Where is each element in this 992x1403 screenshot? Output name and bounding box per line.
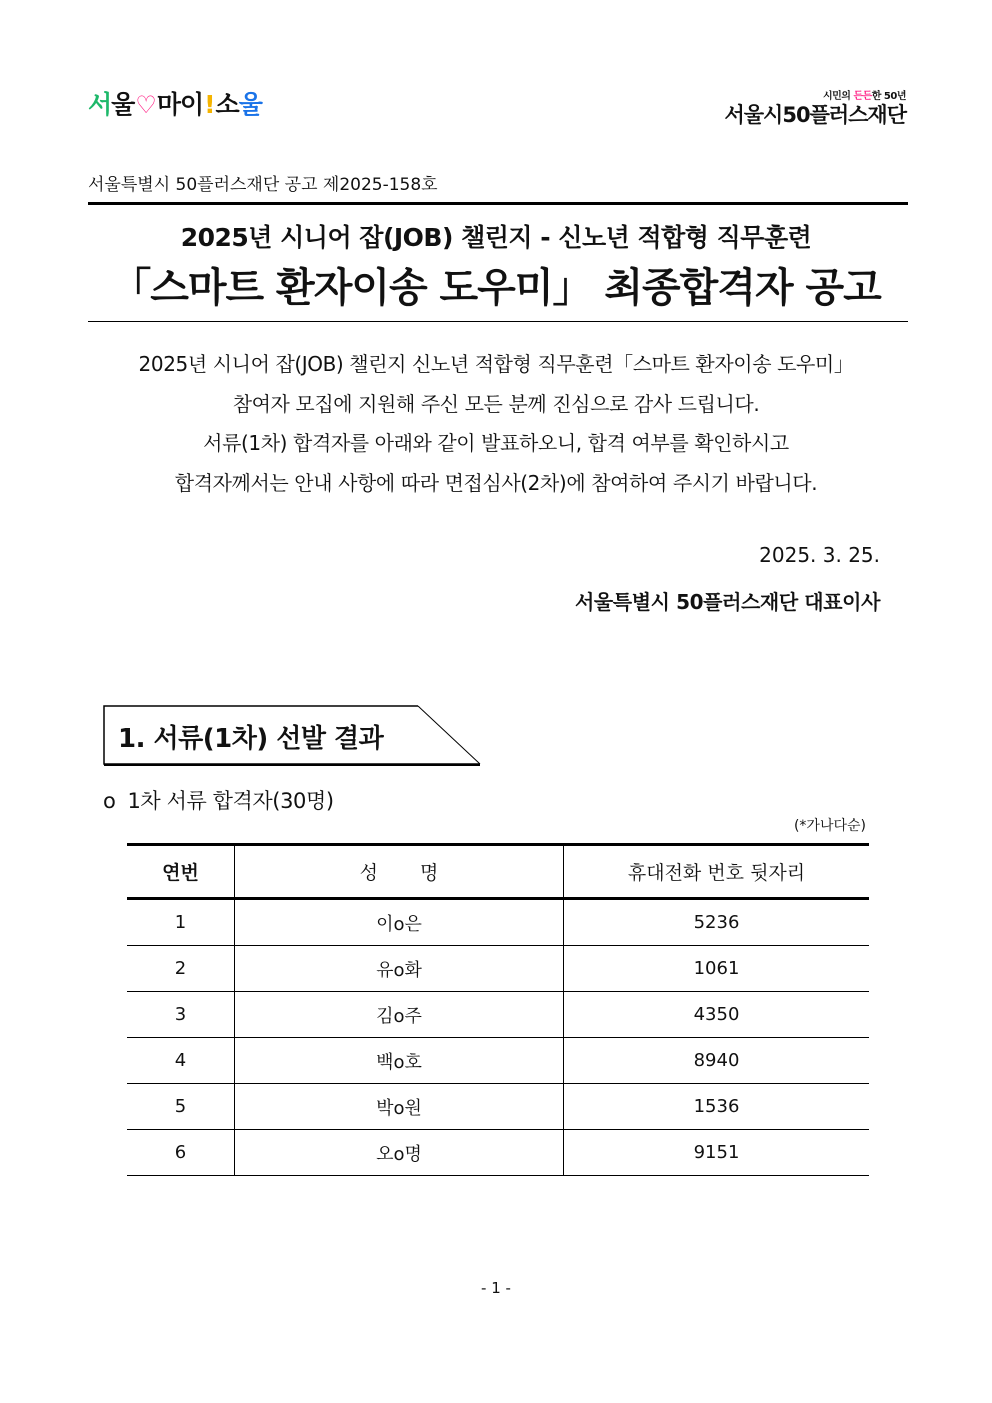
bullet-icon: o [103, 789, 116, 813]
sub-heading-text: 1차 서류 합격자(30명) [127, 789, 334, 813]
heart-icon: ♡ [135, 90, 156, 119]
cell-name: 김o주 [235, 992, 564, 1038]
cell-phone: 1536 [564, 1084, 870, 1130]
logo-part-mai: 마이 [156, 90, 204, 119]
logo-tagline-highlight: 든든 [853, 91, 872, 102]
sub-heading [103, 785, 334, 815]
cell-number: 6 [127, 1130, 235, 1176]
logo-part-ul: 울 [111, 90, 135, 119]
intro-line: 서류(1차) 합격자를 아래와 같이 발표하오니, 합격 여부를 확인하시고 [203, 431, 789, 455]
sort-note: (*가나다순) [793, 818, 866, 834]
notice-number: 서울특별시 50플러스재단 공고 제2025-158호 [88, 175, 438, 195]
section-title: 1. 서류(1차) 선발 결과 [118, 724, 384, 754]
title-line-2: 「스마트 환자이송 도우미」 최종합격자 공고 [111, 265, 881, 311]
cell-number: 3 [127, 992, 235, 1038]
column-header-name: 성 명 [235, 845, 564, 899]
seoul-my-soul-logo [88, 92, 262, 117]
cell-phone: 9151 [564, 1130, 870, 1176]
logo-name: 서울시50플러스재단 [724, 103, 906, 127]
title-line-1: 2025년 시니어 잡(JOB) 챌린지 - 신노년 적합형 직무훈련 [180, 223, 812, 252]
cell-phone: 8940 [564, 1038, 870, 1084]
cell-phone: 5236 [564, 899, 870, 946]
intro-line: 2025년 시니어 잡(JOB) 챌린지 신노년 적합형 직무훈련「스마트 환자이송 도우미」 [138, 352, 854, 376]
logo-part-so: 소 [215, 90, 239, 119]
table-row [127, 1084, 869, 1130]
title-bottom-rule [88, 321, 908, 322]
table-row [127, 946, 869, 992]
cell-name: 박o원 [235, 1084, 564, 1130]
column-header-phone: 휴대전화 번호 뒷자리 [564, 845, 870, 899]
page-number: - 1 - [481, 1279, 511, 1297]
cell-number: 5 [127, 1084, 235, 1130]
logo-part-ul2: 울 [238, 90, 262, 119]
cell-phone: 1061 [564, 946, 870, 992]
table-header-row [127, 845, 869, 899]
seoul-50plus-foundation-logo [724, 92, 906, 126]
results-table [127, 843, 869, 1176]
signer: 서울특별시 50플러스재단 대표이사 [574, 590, 880, 614]
title-top-rule [88, 202, 908, 205]
table-row [127, 1038, 869, 1084]
table-row [127, 899, 869, 946]
cell-name: 유o화 [235, 946, 564, 992]
notice-date: 2025. 3. 25. [759, 543, 880, 567]
cell-name: 이o은 [235, 899, 564, 946]
logo-tagline: 시민의 든든한 50년 [822, 91, 906, 102]
table-row [127, 1130, 869, 1176]
exclamation-icon: ! [204, 90, 215, 119]
table-row [127, 992, 869, 1038]
logo-part-seo: 서 [88, 90, 112, 119]
intro-line: 합격자께서는 안내 사항에 따라 면접심사(2차)에 참여하여 주시기 바랍니다. [174, 470, 818, 495]
cell-number: 1 [127, 899, 235, 946]
intro-line: 참여자 모집에 지원해 주신 모든 분께 진심으로 감사 드립니다. [232, 391, 760, 416]
cell-number: 2 [127, 946, 235, 992]
cell-phone: 4350 [564, 992, 870, 1038]
cell-number: 4 [127, 1038, 235, 1084]
cell-name: 백o호 [235, 1038, 564, 1084]
column-header-number: 연번 [127, 845, 235, 899]
cell-name: 오o명 [235, 1130, 564, 1176]
intro-paragraph [0, 345, 992, 503]
